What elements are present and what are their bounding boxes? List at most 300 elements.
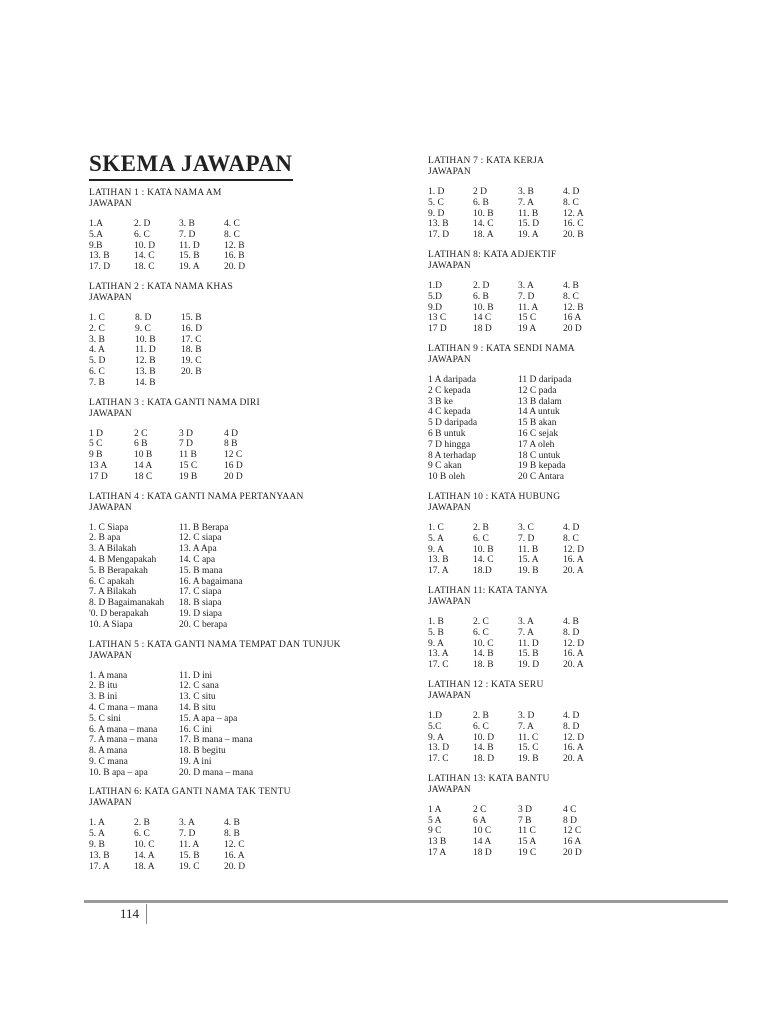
answer-item: 12. C sana [179,681,219,692]
answer-item: 14. B situ [179,702,216,713]
answer-item: 15 A [518,837,537,848]
answers-label: JAWAPAN [428,784,471,795]
answer-item: 12 C [563,826,582,837]
answer-item: 4. C [224,219,240,229]
exercise-section [89,188,389,273]
answer-item: 13. B [89,850,110,861]
footer [120,903,147,925]
answer-item: 4. A [89,345,105,356]
answer-item: 6 B [134,439,148,450]
answer-item [227,356,273,367]
answer-item: 20. D [224,861,246,872]
exercise-title: LATIHAN 9 : KATA SENDI NAMA [428,343,575,354]
answer-item: 16. A [224,850,245,861]
exercise-section [428,774,728,859]
answer-item: 14. B [473,649,494,660]
answer-item: 18. C [134,262,155,273]
answer-item [181,378,227,389]
exercise-section [89,282,389,389]
answer-item: 6 A [473,815,487,826]
answer-item: 16. D [181,323,203,334]
answer-item: 3 B ke [428,396,453,407]
answer-item: 16. C ini [179,724,212,735]
answer-item: 16. A bagaimana [179,576,243,587]
answer-item: 15. B mana [179,565,223,576]
answer-item: 11. B Berapa [179,522,229,533]
answer-item: 18 D [473,324,492,335]
answer-item: 10. D [473,732,495,743]
answer-item: 9. A [428,638,444,649]
answer-item: 13 B [428,837,447,848]
answer-item: 9. A [428,732,444,743]
exercise-title: LATIHAN 11: KATA TANYA [428,585,548,596]
answers-label: JAWAPAN [428,167,471,177]
answer-item: 15. C [518,743,539,754]
answer-item: 9 B [89,450,103,461]
answer-item: 19. A [518,230,539,241]
answer-item: 20. B [563,230,584,241]
exercise-title: LATIHAN 5 : KATA GANTI NAMA TEMPAT DAN TUNJUK [89,639,341,650]
answer-item: 5. D [89,356,106,367]
answer-item: 3. D [518,710,535,721]
answer-item: 6. C [473,627,489,638]
exercise-title: LATIHAN 2 : KATA NAMA KHAS [89,281,234,292]
answer-item: 13 C [428,313,447,324]
answer-item: 8. A mana [89,746,128,757]
answer-item: 15. B [518,649,539,660]
answer-item: 19 A [518,324,537,335]
answer-item: 15 C [179,460,198,471]
answer-item: 10. B [135,334,156,345]
answer-item: 5. A [428,533,444,544]
exercise-title: LATIHAN 6: KATA GANTI NAMA TAK TENTU [89,787,291,798]
answer-item: 20. D [224,262,246,273]
answer-item: 18. D [473,754,495,765]
answer-item: 10 C [473,826,492,837]
answer-item: 8. C [224,229,240,240]
left-column [89,150,389,881]
answer-item [227,335,273,346]
answer-item: 16 A [563,837,582,848]
answer-item: 2 C kepada [428,385,471,396]
answer-item: 14. C apa [179,554,216,565]
answers-label: JAWAPAN [89,502,132,513]
answer-item: 19 B kepada [518,461,566,472]
answer-item: 7. D [518,533,535,544]
answer-item: 4. B Mengapakah [89,554,157,565]
answer-item: 14. B [135,377,156,388]
answer-grid [428,617,728,671]
answer-item: 5. B [428,627,444,638]
answer-item: 16. C [563,219,584,230]
answer-item: 19. B [518,754,539,765]
answer-item: 8. D [563,627,580,638]
answer-item: 14 A [473,837,492,848]
exercise-section [89,398,389,483]
answer-item: 9.B [89,240,103,251]
answer-item: 16. A [563,555,584,566]
footer-divider [146,904,147,924]
answers-label: JAWAPAN [428,502,471,513]
answer-item: 1. C [89,312,105,323]
answer-item: 16. A [563,649,584,660]
answer-item: 7. A [518,627,534,638]
answer-item: 3. A [179,818,195,829]
answer-item: 13. B [135,366,156,377]
answer-item: 19 B [179,471,198,482]
answer-item: 2 D [473,187,487,197]
answer-item: 9 C [428,826,442,837]
answer-item: '0. D berapakah [89,608,149,619]
answer-item: 5 D daripada [428,418,478,429]
answer-item: 10. D [134,240,156,251]
answer-item: 14 A [134,460,153,471]
answers-label: JAWAPAN [428,690,471,701]
answer-item: 12. C siapa [179,533,222,544]
answer-item: 13 A [89,460,108,471]
answer-item: 12 C pada [518,385,557,396]
exercise-section [89,492,389,631]
answer-item: 11. B [518,544,539,555]
answer-item: 6. C [134,829,150,840]
exercise-section [89,787,389,872]
answer-item: 2. C [473,616,489,627]
answer-item: 4 C kepada [428,407,471,418]
answer-item: 20. A [563,566,584,577]
page-title: SKEMA JAWAPAN [89,150,293,181]
answer-item: 11 D daripada [518,374,572,385]
answer-item: 1. A mana [89,670,128,681]
answer-item: 14 C [473,313,492,324]
answer-item: 4. B [563,616,579,627]
answer-item: 19. D [518,660,540,671]
answer-item: 1.D [428,710,442,721]
answer-item: 15. B [179,251,200,262]
answer-item: 3. B [179,219,195,229]
answer-item: 10. B [473,544,494,555]
answer-item: 3. A [518,280,534,291]
answer-item: 6. C apakah [89,576,135,587]
answer-item: 5. C sini [89,713,121,724]
answer-item: 11. D [179,240,200,251]
exercise-title: LATIHAN 13: KATA BANTU [428,773,550,784]
answer-item: 15. A [518,555,539,566]
answers-label: JAWAPAN [89,408,132,419]
answer-item [227,324,273,335]
answer-item: 1. D [428,187,445,197]
answer-item: 2. D [134,219,151,229]
answer-item: 1 D [89,428,103,439]
answer-grid [89,219,389,273]
answer-item: 7 D [179,439,193,450]
answer-item [227,313,273,324]
answer-item: 14. A [134,850,155,861]
answer-item: 6. C [134,229,150,240]
answer-item: 14. C [134,251,155,262]
answer-item: 18.D [473,566,492,577]
answer-item: 14. B [473,743,494,754]
answer-item: 13 B dalam [518,396,562,407]
answer-item: 8. D [135,312,152,323]
answer-item: 6. C [473,533,489,544]
answer-item: 12. C [224,840,245,851]
answer-grid [89,671,389,779]
answers-label: JAWAPAN [428,260,471,271]
answers-label: JAWAPAN [89,292,132,303]
answer-item: 8. D [563,721,580,732]
answers-label: JAWAPAN [428,354,471,365]
answer-item: 17. C [428,660,449,671]
answer-item: 1. C [428,522,444,533]
answer-item: 11. B [518,208,539,219]
answer-item: 13. C situ [179,692,216,703]
answer-item: 7. A mana – mana [89,735,158,746]
answer-item: 14 A untuk [518,407,560,418]
answer-item: 9. B [89,840,105,851]
answer-item: 17. A [89,861,110,872]
answer-item: 2. B [134,818,150,829]
exercise-section [428,156,728,241]
answer-item: 8 B [224,439,238,450]
answer-item: 11. C [518,732,539,743]
answer-item: 10. C [473,638,494,649]
answers-label: JAWAPAN [89,199,132,209]
answer-item: 17 D [89,471,108,482]
exercise-section [428,492,728,577]
answer-item: 8 A terhadap [428,450,477,461]
answer-grid [89,523,389,631]
answer-item: 16 D [224,460,243,471]
answer-item: 13. A Apa [179,544,217,555]
exercise-title: LATIHAN 3 : KATA GANTI NAMA DIRI [89,397,260,408]
answers-label: JAWAPAN [428,596,471,607]
answer-item: 5.D [428,291,442,302]
left-sections [89,188,389,872]
answer-item: 6. C [473,721,489,732]
answer-item: 16 C sejak [518,428,559,439]
answer-item: 7. D [179,229,196,240]
answer-item: 9. D [428,208,445,219]
answer-item: 15 C [518,313,537,324]
answer-item: 3 D [179,428,193,439]
answer-item: 9.D [428,302,442,313]
answer-item: 17 D [428,324,447,335]
answer-item: 12. B [224,240,245,251]
answer-item: 1.A [89,219,103,229]
answer-item: 10. B [473,208,494,219]
answer-item: 19. A [179,262,200,273]
answer-item: 12. B [563,302,584,313]
answer-item: 20. A [563,660,584,671]
answer-item: 18 C [134,471,153,482]
answer-item: 10 B oleh [428,472,465,483]
answer-item: 20 D [563,848,582,859]
answer-item: 16. A [563,743,584,754]
answer-item: 19. A ini [179,756,212,767]
answer-item: 2 C [134,428,148,439]
answer-grid [89,313,389,389]
answer-item: 3 D [518,804,532,815]
answer-item: 12. D [563,544,585,555]
answer-item: 11. D [135,345,156,356]
answer-item: 4. D [563,187,580,197]
answer-item: 18. A [473,230,494,241]
answer-item: 8. C [563,197,579,208]
answer-item: 12. A [563,208,584,219]
answer-item: 14. C [473,555,494,566]
exercise-title: LATIHAN 8: KATA ADJEKTIF [428,249,557,260]
answer-item: 12. D [563,732,585,743]
answer-item: 17. B mana – mana [179,735,253,746]
answer-item: 2. D [473,280,490,291]
exercise-title: LATIHAN 12 : KATA SERU [428,679,544,690]
answer-item: 20. C berapa [179,619,228,630]
answer-item: 3. A [518,616,534,627]
answer-item: 11 B [179,450,197,461]
answer-item: 5. A [89,829,105,840]
answer-item: 4. D [563,522,580,533]
answer-item: 10. A Siapa [89,619,133,630]
answer-item: 3. C [518,522,534,533]
answer-item: 4. B [563,280,579,291]
answer-item: 15 B akan [518,418,557,429]
answer-item [227,367,273,378]
answer-item: 19 C [518,848,537,859]
answer-item: 17. C [428,754,449,765]
answer-item: 17. A [428,566,449,577]
answer-item: 11. D ini [179,670,213,681]
answer-item: 1. A [89,818,105,829]
answer-grid [428,805,728,859]
answer-item: 17. D [428,230,450,241]
answer-item: 20. D mana – mana [179,767,254,778]
answer-item: 1 A daripada [428,374,477,385]
answer-item: 15. B [181,312,202,323]
answer-item: 3. B [89,334,105,345]
answer-item: 16. B [224,251,245,262]
answer-item: 2. B [473,710,489,721]
answer-item: 7 D hingga [428,439,471,450]
answer-item: 8. D Bagaimanakah [89,598,165,609]
answer-item: 6. B [473,197,489,208]
answer-item: 5 A [428,815,442,826]
answer-item: 15. B [179,850,200,861]
right-sections [428,156,728,859]
right-column [428,156,728,868]
answer-grid [428,375,728,483]
answer-grid [428,523,728,577]
answer-item: 18. B [181,345,202,356]
footer-rule [84,900,728,903]
answer-item: 11. A [179,840,200,851]
answer-item: 4. C mana – mana [89,702,158,713]
answer-item: 9. C [135,323,151,334]
answer-item: 11. D [518,638,539,649]
answer-item: 11. A [518,302,539,313]
answer-item: 17 A oleh [518,439,555,450]
answer-item: 6. C [89,366,105,377]
answer-grid [428,711,728,765]
answer-item: 5. C [428,197,444,208]
answer-item: 2. B [473,522,489,533]
answer-item: 1. B [428,616,444,627]
answer-item: 5 C [89,439,103,450]
exercise-section [89,640,389,779]
answer-item: 17. C [181,334,202,345]
answer-item: 4. D [563,710,580,721]
answer-item: 13. A [428,649,449,660]
answer-grid [428,187,728,241]
answer-item: 2. B itu [89,681,118,692]
exercise-section [428,586,728,671]
answer-item [227,345,273,356]
answer-item: 19. C [179,861,200,872]
answer-grid [428,281,728,335]
answer-item: 12. B [135,356,156,367]
answer-item: 15. A apa – apa [179,713,238,724]
answer-item: 13. B [89,251,110,262]
answer-item: 19. D siapa [179,608,223,619]
exercise-title: LATIHAN 4 : KATA GANTI NAMA PERTANYAAN [89,491,304,502]
answer-item: 7. A [518,197,534,208]
answer-item: 14. C [473,219,494,230]
answer-item: 4 D [224,428,238,439]
answer-item: 20. A [563,754,584,765]
answer-item: 6. B [473,291,489,302]
answer-item: 17. C siapa [179,587,222,598]
answer-item: 8 D [563,815,577,826]
answer-item: 7. A Bilakah [89,587,137,598]
answer-item: 3. B [518,187,534,197]
exercise-section [428,680,728,765]
answer-item: 7. D [518,291,535,302]
answer-item: 7. B [89,377,105,388]
answer-item: 3. A Bilakah [89,544,137,555]
answer-item: 20 C Antara [518,472,564,483]
answer-item: 5.C [428,721,442,732]
answer-item: 17. D [89,262,111,273]
answer-item: 6 B untuk [428,428,466,439]
answer-item: 4. B [224,818,240,829]
answer-item: 10 B [134,450,153,461]
answer-grid [89,818,389,872]
answer-item: 18. B [473,660,494,671]
answer-item: 13. D [428,743,450,754]
answer-item: 10. B apa – apa [89,767,148,778]
answer-item: 1.D [428,280,442,291]
answer-item: 18. B siapa [179,598,222,609]
answer-item: 18 C untuk [518,450,561,461]
answer-item: 8. C [563,533,579,544]
answer-item: 12. D [563,638,585,649]
answer-item: 11 C [518,826,536,837]
answer-item: 18. A [134,861,155,872]
answer-item: 20 D [563,324,582,335]
answer-item: 2. B apa [89,533,121,544]
page-number: 114 [120,906,140,921]
answer-item: 18 D [473,848,492,859]
exercise-section [428,344,728,483]
answer-item: 4 C [563,804,577,815]
answer-item: 12 C [224,450,243,461]
answer-item: 13. B [428,555,449,566]
answer-item: 8. C [563,291,579,302]
answer-item: 19. C [181,356,202,367]
answer-item: 8. B [224,829,240,840]
exercise-section [428,250,728,335]
answer-item: 9 C akan [428,461,462,472]
answer-item: 20 D [224,471,243,482]
